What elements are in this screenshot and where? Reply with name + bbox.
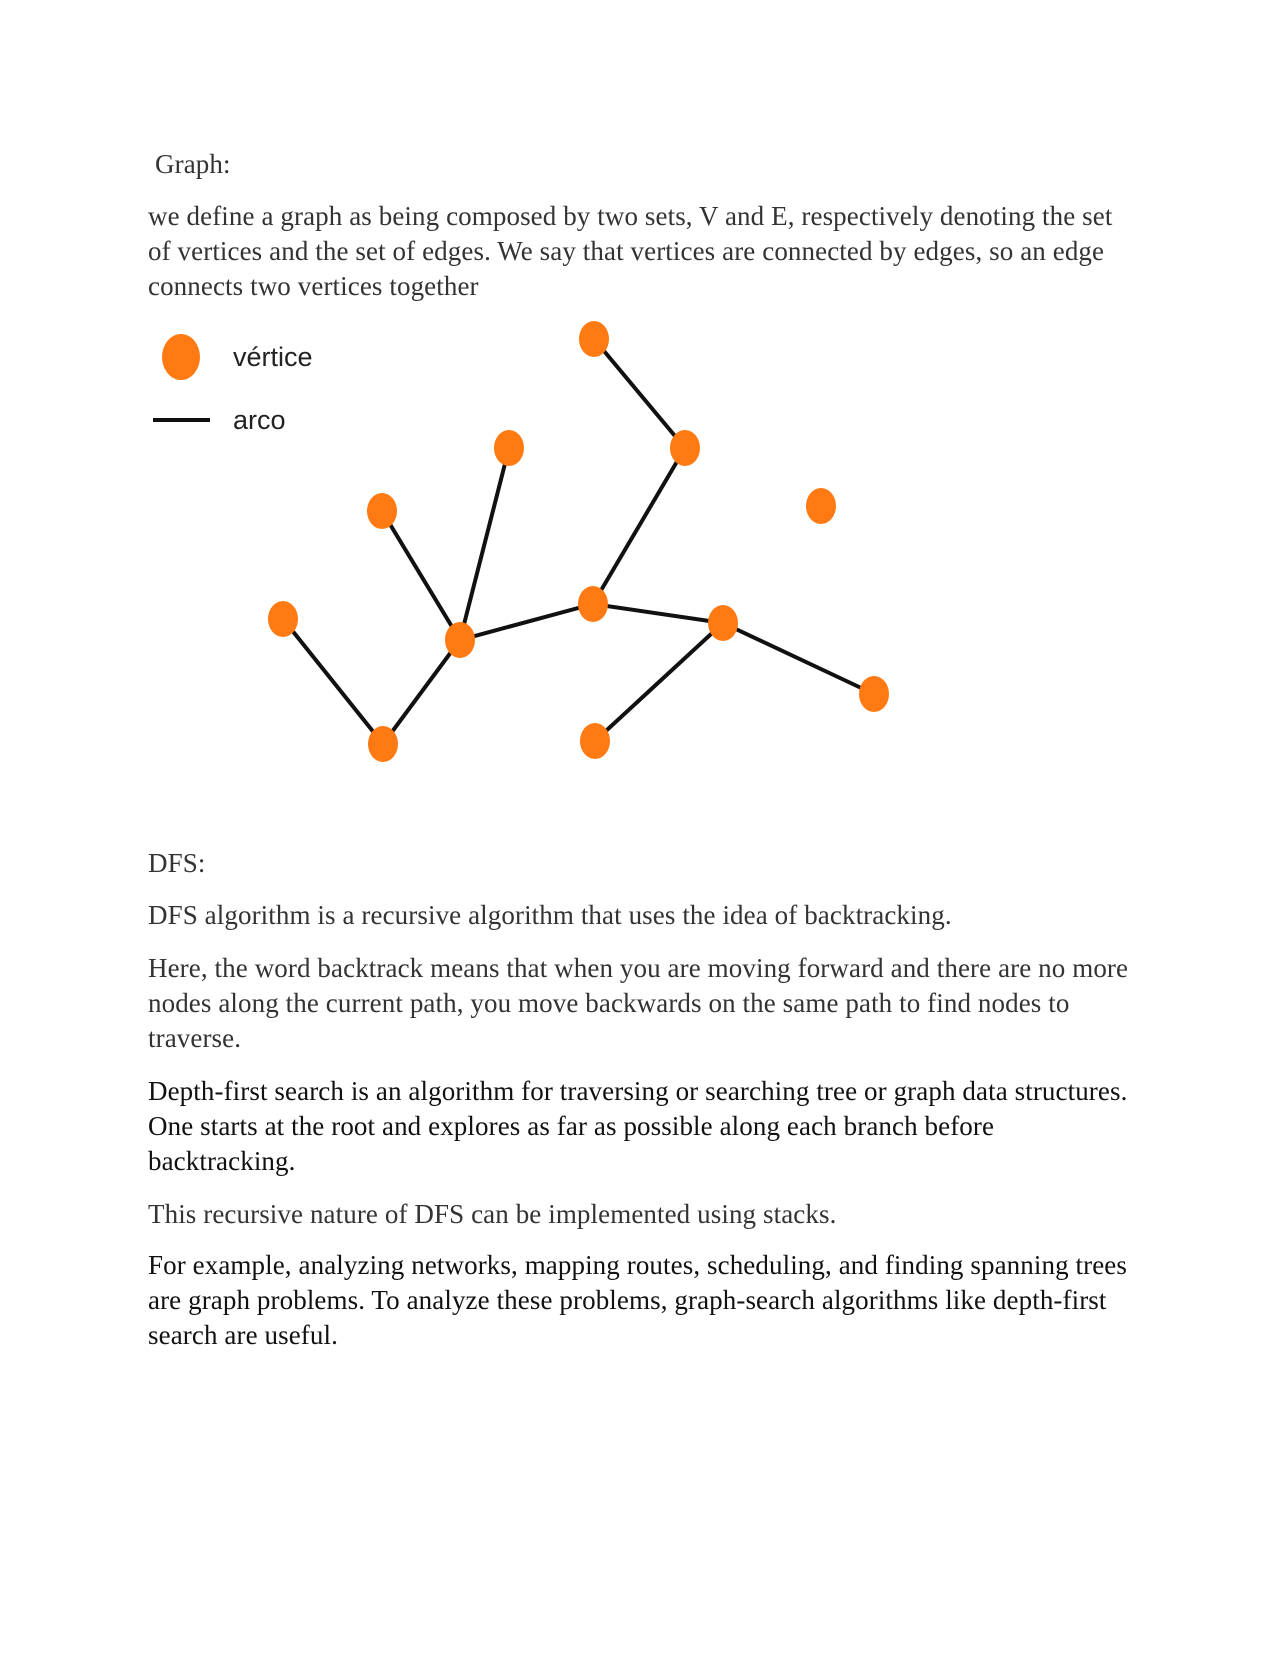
graph-edge	[460, 448, 509, 640]
graph-vertex	[579, 321, 609, 357]
dfs-paragraph: Depth-first search is an algorithm for traversing or searching tree or graph data structures. One starts at the root and explores as far as possible along each branch before backtracking.	[148, 1076, 1128, 1176]
graph-edges	[283, 339, 874, 744]
graph-edge	[382, 511, 460, 640]
graph-edge	[594, 339, 685, 448]
graph-vertex	[670, 430, 700, 466]
graph-vertex	[859, 676, 889, 712]
graph-edge	[593, 448, 685, 604]
graph-vertex	[268, 601, 298, 637]
graph-vertex	[368, 726, 398, 762]
legend-edge-label: arco	[233, 405, 286, 435]
dfs-heading: DFS:	[148, 848, 206, 878]
graph-heading: Graph:	[155, 149, 231, 179]
dfs-paragraph: For example, analyzing networks, mapping routes, scheduling, and finding spanning trees are graph problems. To analyze these problems, graph-search algorithms like depth-first search are useful.	[148, 1250, 1127, 1350]
graph-edge	[723, 623, 874, 694]
graph-vertex	[708, 605, 738, 641]
dfs-paragraph: Here, the word backtrack means that when you are moving forward and there are no more nodes along the current path, you move backwards on the same path to find nodes to traverse.	[148, 953, 1129, 1053]
graph-vertex	[445, 622, 475, 658]
diagram-legend	[153, 334, 313, 435]
graph-vertex	[806, 488, 836, 524]
graph-edge	[383, 640, 460, 744]
dfs-paragraph: This recursive nature of DFS can be implemented using stacks.	[148, 1199, 837, 1229]
graph-vertex	[367, 493, 397, 529]
graph-vertex	[580, 723, 610, 759]
graph-vertices	[268, 321, 889, 762]
graph-edge	[460, 604, 593, 640]
graph-vertex	[578, 586, 608, 622]
graph-edge	[593, 604, 723, 623]
graph-edge	[595, 623, 723, 741]
legend-vertex-label: vértice	[233, 342, 313, 372]
legend-vertex-icon	[162, 334, 200, 380]
graph-edge	[283, 619, 383, 744]
graph-definition-paragraph: we define a graph as being composed by two sets, V and E, respectively denoting the set of vertices and the set of edges. We say that vertices are connected by edges, so an edge connects two vertices together	[148, 201, 1113, 301]
graph-vertex	[494, 430, 524, 466]
dfs-paragraph: DFS algorithm is a recursive algorithm that uses the idea of backtracking.	[148, 900, 952, 930]
